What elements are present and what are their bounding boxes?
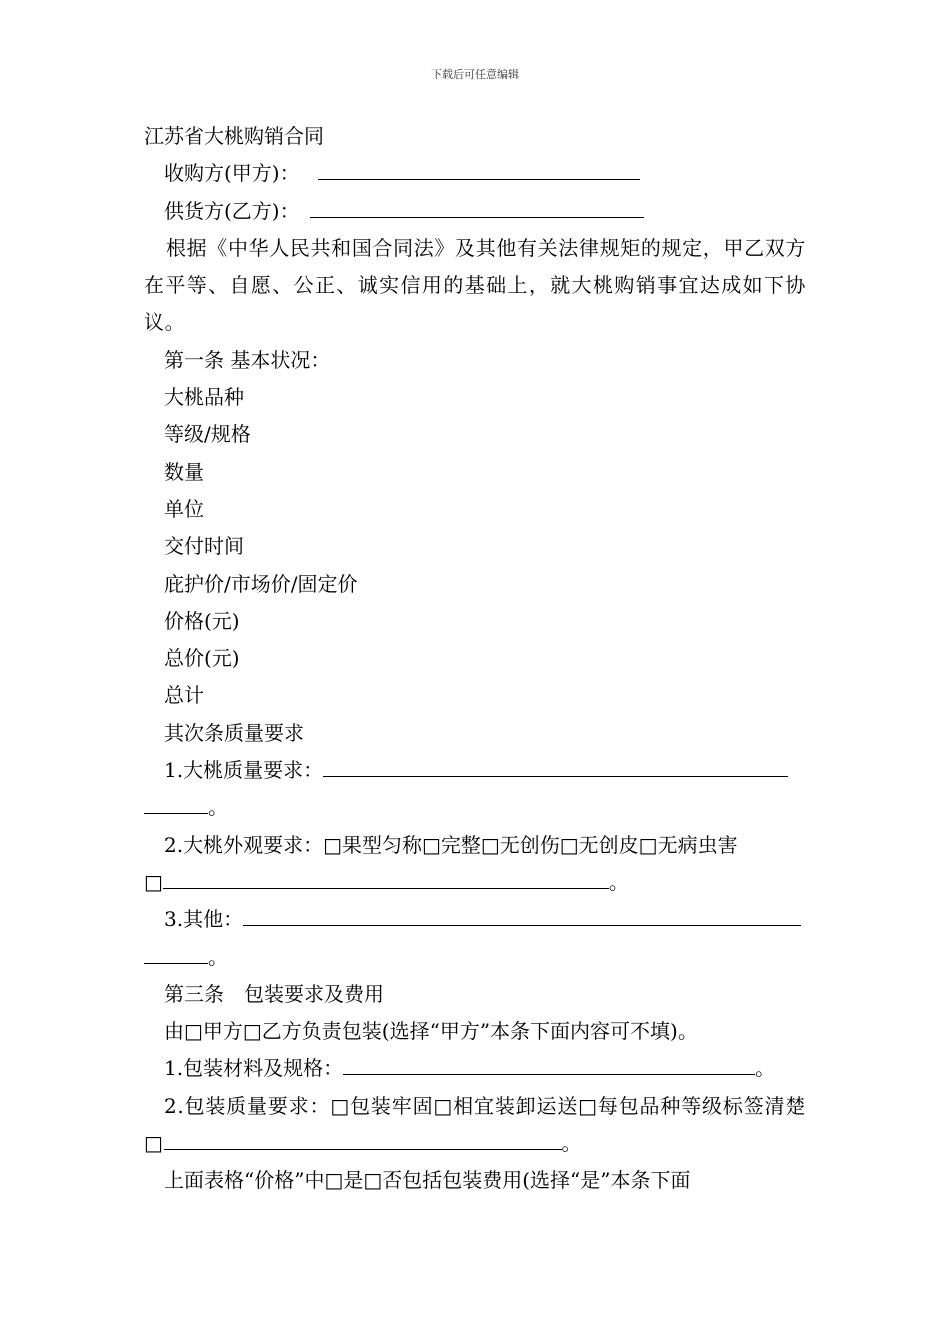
other-req-end: 。 bbox=[208, 944, 228, 969]
buyer-label: 收购方(甲方)： bbox=[164, 161, 300, 186]
article1-item-price: 价格(元) bbox=[164, 608, 240, 633]
article1-item-grade: 等级/规格 bbox=[164, 422, 251, 447]
article1-heading: 第一条 基本状况： bbox=[164, 347, 331, 372]
article1-item-delivery-time: 交付时间 bbox=[164, 534, 244, 559]
seller-label: 供货方(乙方)： bbox=[164, 198, 300, 223]
packaging-material-blank[interactable] bbox=[343, 1054, 755, 1075]
packaging-quality-end: 。 bbox=[561, 1131, 583, 1156]
appearance-other-box[interactable]: □ bbox=[144, 869, 163, 894]
appearance-req-label: 2.大桃外观要求：□果型匀称□完整□无创伤□无创皮□无病虫害 bbox=[164, 832, 738, 857]
other-req-line bbox=[144, 901, 806, 938]
article2-heading: 其次条质量要求 bbox=[164, 720, 304, 745]
other-req-label: 3.其他： bbox=[164, 907, 244, 932]
packaging-quality-paragraph bbox=[144, 1088, 806, 1163]
seller-line bbox=[144, 193, 806, 230]
appearance-req-cont bbox=[144, 864, 806, 901]
quality-req-end: 。 bbox=[208, 795, 228, 820]
buyer-line bbox=[144, 155, 806, 192]
article1-item-price-type: 庇护价/市场价/固定价 bbox=[164, 571, 358, 596]
article1-item-unit: 单位 bbox=[164, 496, 204, 521]
appearance-req-end: 。 bbox=[608, 869, 629, 894]
contract-document bbox=[144, 118, 806, 1200]
article1-item-quantity: 数量 bbox=[164, 459, 204, 484]
article1-item-sum: 总计 bbox=[164, 683, 204, 708]
buyer-blank[interactable] bbox=[318, 159, 640, 180]
packaging-responsibility: 由□甲方□乙方负责包装(选择“甲方”本条下面内容可不填)。 bbox=[164, 1019, 698, 1044]
article1-item-total-price: 总价(元) bbox=[164, 646, 240, 671]
other-req-blank-cont[interactable] bbox=[144, 943, 208, 964]
article3-heading: 第三条 包装要求及费用 bbox=[164, 981, 384, 1006]
quality-req-blank-cont[interactable] bbox=[144, 793, 208, 814]
page-header-note: 下载后可任意编辑 bbox=[431, 68, 519, 81]
other-req-blank[interactable] bbox=[243, 905, 801, 926]
seller-blank[interactable] bbox=[310, 197, 644, 218]
quality-req-label: 1.大桃质量要求： bbox=[164, 758, 324, 783]
contract-title: 江苏省大桃购销合同 bbox=[144, 124, 324, 148]
packaging-quality-label: 2.包装质量要求：□包装牢固□相宜装卸运送□每包品种等级标签清楚□ bbox=[144, 1093, 806, 1156]
price-includes-packaging: 上面表格“价格”中□是□否包括包装费用(选择“是”本条下面 bbox=[164, 1168, 691, 1193]
packaging-material-line bbox=[144, 1050, 806, 1087]
appearance-other-blank[interactable] bbox=[163, 868, 609, 889]
article1-item-variety: 大桃品种 bbox=[164, 385, 244, 410]
packaging-material-label: 1.包装材料及规格： bbox=[164, 1056, 344, 1081]
quality-req-blank[interactable] bbox=[323, 756, 788, 777]
quality-req-line bbox=[144, 752, 806, 789]
quality-req-cont bbox=[144, 789, 806, 826]
other-req-cont bbox=[144, 939, 806, 976]
intro-paragraph: 根据《中华人民共和国合同法》及其他有关法律规矩的规定，甲乙双方在平等、自愿、公正、诚实信用的基础上，就大桃购销事宜达成如下协议。 bbox=[144, 235, 806, 335]
appearance-req-line bbox=[144, 827, 806, 864]
packaging-quality-blank[interactable] bbox=[164, 1129, 562, 1150]
packaging-material-end: 。 bbox=[755, 1056, 776, 1081]
